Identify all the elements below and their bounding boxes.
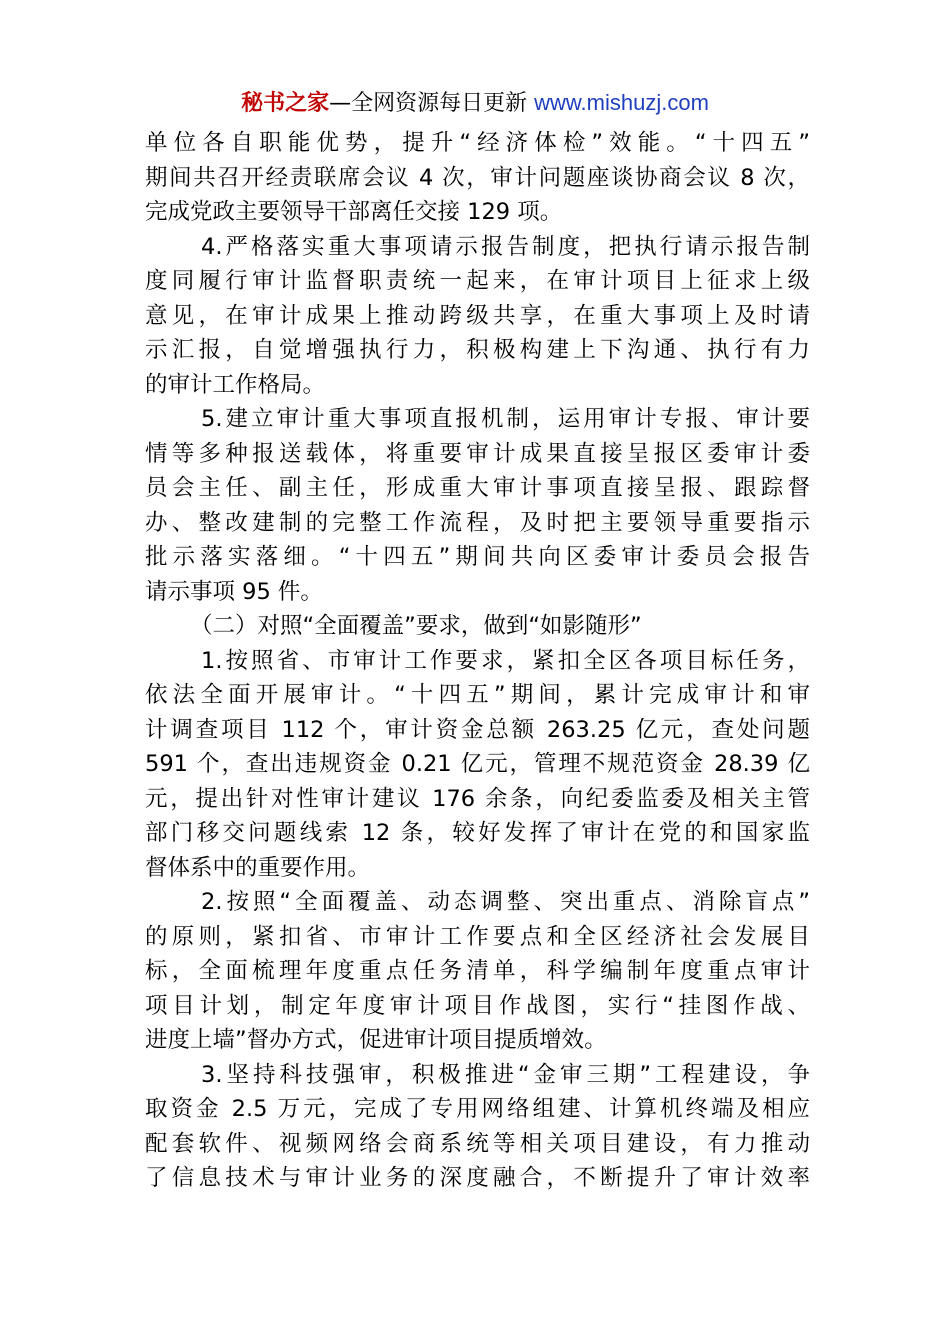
body-line: 的审计工作格局。 [145,371,326,398]
body-line: 完成党政主要领导干部离任交接 129 项。 [145,199,563,225]
body-line: 示汇报，自觉增强执行力，积极构建上下沟通、执行有力 [145,337,810,363]
body-line: 期间共召开经责联席会议 4 次，审计问题座谈协商会议 8 次， [145,164,810,191]
body-line: 请示事项 95 件。 [145,578,323,605]
body-line: 标，全面梳理年度重点任务清单，科学编制年度重点审计 [145,958,810,984]
body-line: 督体系中的重要作用。 [145,854,371,881]
header-tagline: —全网资源每日更新 [329,91,535,116]
paragraph-start-line: 4.严格落实重大事项请示报告制度，把执行请示报告制 [201,233,810,260]
paragraph-start-line: 5.建立审计重大事项直报机制，运用审计专报、审计要 [201,406,810,432]
body-line: 部门移交问题线索 12 条，较好发挥了审计在党的和国家监 [145,820,810,846]
paragraph-start-line: 3.坚持科技强审，积极推进“金审三期”工程建设，争 [201,1061,810,1088]
paragraph-start-line: 2.按照“全面覆盖、动态调整、突出重点、消除盲点” [201,889,810,915]
body-line: 元，提出针对性审计建议 176 余条，向纪委监委及相关主管 [145,785,810,812]
body-line: 配套软件、视频网络会商系统等相关项目建设，有力推动 [145,1130,810,1157]
paragraph-start-line: 1.按照省、市审计工作要求，紧扣全区各项目标任务， [201,647,810,674]
body-line: 依法全面开展审计。“十四五”期间，累计完成审计和审 [145,682,810,708]
body-line: 了信息技术与审计业务的深度融合，不断提升了审计效率 [145,1165,810,1191]
section-heading: （二）对照“全面覆盖”要求，做到“如影随形” [190,613,642,639]
body-line: 取资金 2.5 万元，完成了专用网络组建、计算机终端及相应 [145,1096,810,1122]
document-body [145,126,810,1196]
body-line: 计调查项目 112 个，审计资金总额 263.25 亿元，查处问题 [145,716,810,743]
brand-name: 秘书之家 [241,91,330,116]
body-line: 办、整改建制的完整工作流程，及时把主要领导重要指示 [145,509,810,536]
body-line: 员会主任、副主任，形成重大审计事项直接呈报、跟踪督 [145,475,810,501]
body-line: 批示落实落细。“十四五”期间共向区委审计委员会报告 [145,544,810,570]
body-line: 项目计划，制定年度审计项目作战图，实行“挂图作战、 [145,992,810,1019]
body-line: 单位各自职能优势，提升“经济体检”效能。“十四五” [145,130,810,156]
site-url-link[interactable]: www.mishuzj.com [534,90,709,115]
site-header [0,86,950,121]
body-line: 意见，在审计成果上推动跨级共享，在重大事项上及时请 [145,302,810,329]
body-line: 的原则，紧扣省、市审计工作要点和全区经济社会发展目 [145,923,810,950]
body-line: 进度上墙”督办方式，促进审计项目提质增效。 [145,1027,607,1053]
body-line: 度同履行审计监督职责统一起来，在审计项目上征求上级 [145,268,810,294]
body-line: 情等多种报送载体，将重要审计成果直接呈报区委审计委 [145,440,810,467]
body-line: 591 个，查出违规资金 0.21 亿元，管理不规范资金 28.39 亿 [145,751,810,777]
